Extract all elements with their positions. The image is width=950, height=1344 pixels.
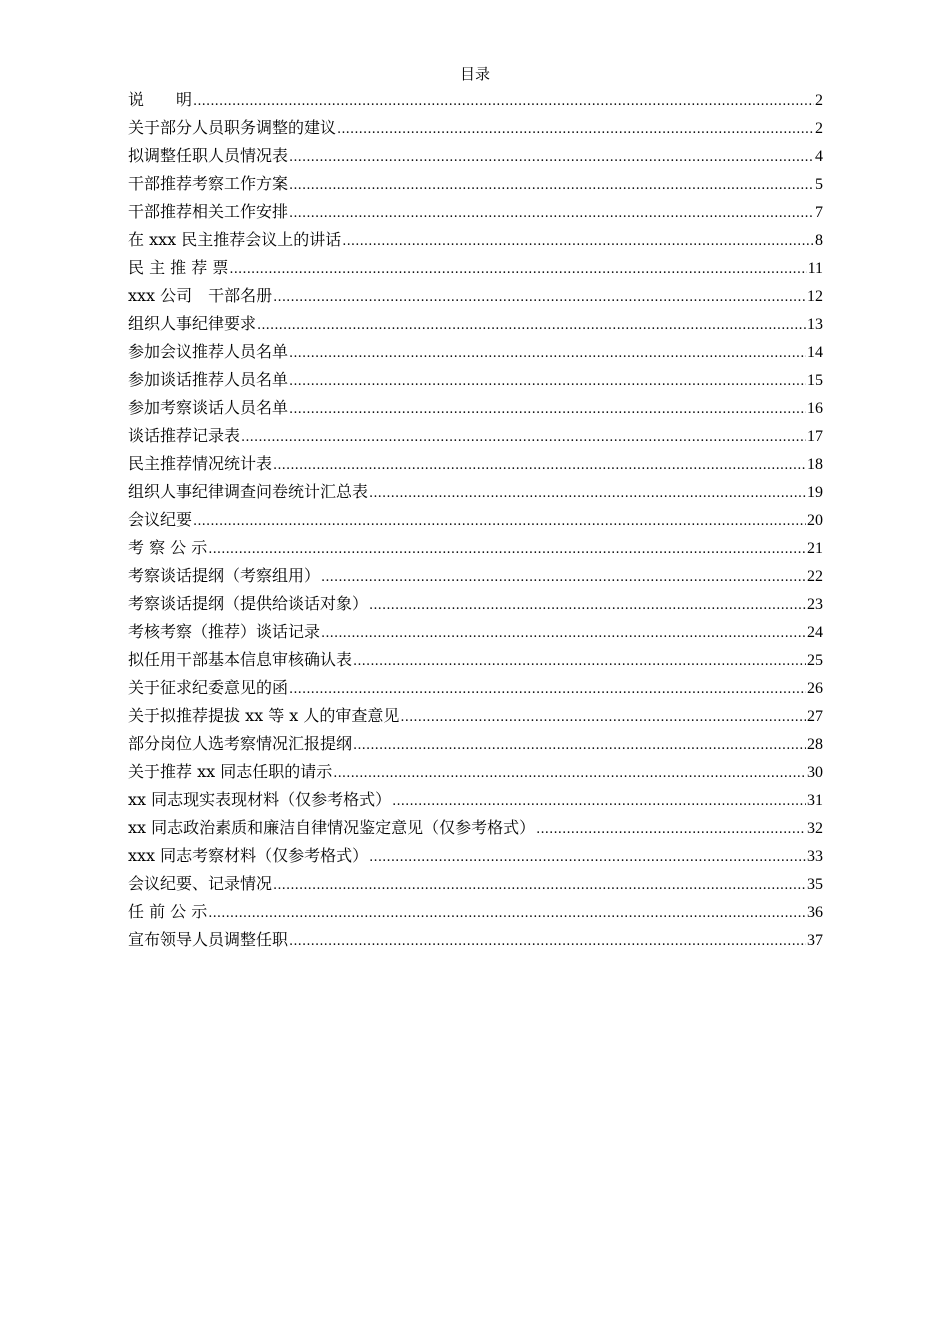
toc-entry-page-number: 28 [807,736,823,753]
toc-entry-label: 部分岗位人选考察情况汇报提纲 [128,734,353,753]
toc-entry-page-number: 5 [815,176,823,193]
toc-entry[interactable] [128,284,823,312]
toc-entry-label: 参加考察谈话人员名单 [128,398,289,417]
toc-dot-leader [369,482,806,506]
toc-dot-leader [337,118,814,142]
toc-entry-page-number: 20 [807,512,823,529]
toc-entry-label: 考核考察（推荐）谈话记录 [128,622,321,641]
toc-entry-page-number: 23 [807,596,823,613]
toc-entry-label: 宣布领导人员调整任职 [128,930,289,949]
toc-entry-page-number: 19 [807,484,823,501]
toc-entry-page-number: 2 [815,92,823,109]
toc-entry[interactable] [128,424,823,452]
toc-dot-leader [353,650,806,674]
toc-entry-page-number: 16 [807,400,823,417]
toc-entry-label: 在 xxx 民主推荐会议上的讲话 [128,230,342,249]
toc-entry-page-number: 4 [815,148,823,165]
toc-entry-page-number: 18 [807,456,823,473]
toc-entry[interactable] [128,788,823,816]
toc-entry-label: 拟调整任职人员情况表 [128,146,289,165]
toc-entry[interactable] [128,116,823,144]
toc-entry-page-number: 32 [807,820,823,837]
toc-dot-leader [289,370,806,394]
toc-entry[interactable] [128,844,823,872]
toc-entry-label: xxx 同志考察材料（仅参考格式） [128,846,369,865]
toc-entry-label: 考察谈话提纲（提供给谈话对象） [128,594,369,613]
toc-entry-page-number: 25 [807,652,823,669]
toc-dot-leader [229,258,806,282]
toc-entry-label: 参加谈话推荐人员名单 [128,370,289,389]
toc-entry-page-number: 2 [815,120,823,137]
toc-entry[interactable] [128,452,823,480]
toc-entry[interactable] [128,704,823,732]
toc-entry-page-number: 13 [807,316,823,333]
toc-entry-label: xx 同志现实表现材料（仅参考格式） [128,790,392,809]
toc-entry-label: 组织人事纪律调查问卷统计汇总表 [128,482,369,501]
toc-dot-leader [353,734,806,758]
toc-entry[interactable] [128,396,823,424]
toc-entry[interactable] [128,564,823,592]
toc-entry-page-number: 11 [807,260,823,277]
toc-title: 目录 [459,65,490,83]
toc-entry[interactable] [128,368,823,396]
toc-entry[interactable] [128,676,823,704]
toc-dot-leader [289,202,814,226]
toc-entry-label: 说 明 [128,90,193,109]
toc-entry-label: 考察谈话提纲（考察组用） [128,566,321,585]
toc-entry-page-number: 26 [807,680,823,697]
toc-list [128,88,823,956]
toc-dot-leader [289,342,806,366]
toc-entry-page-number: 21 [807,540,823,557]
toc-dot-leader [208,902,806,926]
toc-entry[interactable] [128,900,823,928]
toc-entry[interactable] [128,200,823,228]
toc-entry[interactable] [128,536,823,564]
toc-entry[interactable] [128,312,823,340]
toc-entry[interactable] [128,88,823,116]
toc-entry-page-number: 36 [807,904,823,921]
toc-entry[interactable] [128,760,823,788]
toc-entry-page-number: 37 [807,932,823,949]
toc-entry-page-number: 7 [815,204,823,221]
toc-entry-label: 关于拟推荐提拔 xx 等 x 人的审查意见 [128,706,400,725]
toc-entry-page-number: 8 [815,232,823,249]
toc-entry-label: 民 主 推 荐 票 [128,258,229,277]
toc-dot-leader [289,678,806,702]
toc-entry[interactable] [128,928,823,956]
toc-entry-label: xxx 公司 干部名册 [128,286,273,305]
toc-entry-label: 会议纪要、记录情况 [128,874,273,893]
toc-dot-leader [333,762,806,786]
toc-entry-label: 谈话推荐记录表 [128,426,241,445]
toc-dot-leader [536,818,806,842]
toc-dot-leader [289,398,806,422]
toc-entry[interactable] [128,508,823,536]
toc-entry[interactable] [128,872,823,900]
toc-dot-leader [289,930,806,954]
toc-entry-label: 干部推荐相关工作安排 [128,202,289,221]
toc-entry-label: 参加会议推荐人员名单 [128,342,289,361]
toc-entry[interactable] [128,620,823,648]
toc-entry[interactable] [128,592,823,620]
toc-dot-leader [257,314,806,338]
toc-entry-page-number: 30 [807,764,823,781]
toc-entry[interactable] [128,480,823,508]
toc-entry-label: 会议纪要 [128,510,193,529]
toc-entry-label: 拟任用干部基本信息审核确认表 [128,650,353,669]
toc-entry[interactable] [128,228,823,256]
toc-entry[interactable] [128,172,823,200]
toc-dot-leader [208,538,806,562]
toc-entry[interactable] [128,340,823,368]
toc-dot-leader [369,846,806,870]
toc-dot-leader [400,706,806,730]
toc-entry-page-number: 35 [807,876,823,893]
toc-dot-leader [193,90,814,114]
toc-entry-label: 关于部分人员职务调整的建议 [128,118,337,137]
toc-entry-label: 干部推荐考察工作方案 [128,174,289,193]
toc-entry-label: xx 同志政治素质和廉洁自律情况鉴定意见（仅参考格式） [128,818,536,837]
toc-entry-page-number: 15 [807,372,823,389]
toc-entry[interactable] [128,256,823,284]
toc-entry-label: 任 前 公 示 [128,902,208,921]
toc-dot-leader [289,174,814,198]
toc-entry-label: 考 察 公 示 [128,538,208,557]
toc-entry[interactable] [128,816,823,844]
toc-entry-label: 关于征求纪委意见的函 [128,678,289,697]
toc-dot-leader [392,790,806,814]
toc-entry-page-number: 22 [807,568,823,585]
toc-dot-leader [321,622,806,646]
toc-entry-page-number: 27 [807,708,823,725]
toc-entry-label: 关于推荐 xx 同志任职的请示 [128,762,333,781]
toc-entry[interactable] [128,648,823,676]
toc-entry-label: 民主推荐情况统计表 [128,454,273,473]
toc-entry[interactable] [128,144,823,172]
toc-entry-page-number: 12 [807,288,823,305]
toc-dot-leader [342,230,814,254]
toc-dot-leader [273,286,806,310]
toc-dot-leader [321,566,806,590]
toc-dot-leader [193,510,806,534]
toc-entry[interactable] [128,732,823,760]
toc-dot-leader [289,146,814,170]
toc-entry-page-number: 24 [807,624,823,641]
toc-dot-leader [273,874,806,898]
toc-entry-label: 组织人事纪律要求 [128,314,257,333]
toc-entry-page-number: 14 [807,344,823,361]
toc-dot-leader [273,454,806,478]
toc-entry-page-number: 31 [807,792,823,809]
toc-entry-page-number: 33 [807,848,823,865]
toc-entry-page-number: 17 [807,428,823,445]
toc-dot-leader [241,426,806,450]
toc-dot-leader [369,594,806,618]
